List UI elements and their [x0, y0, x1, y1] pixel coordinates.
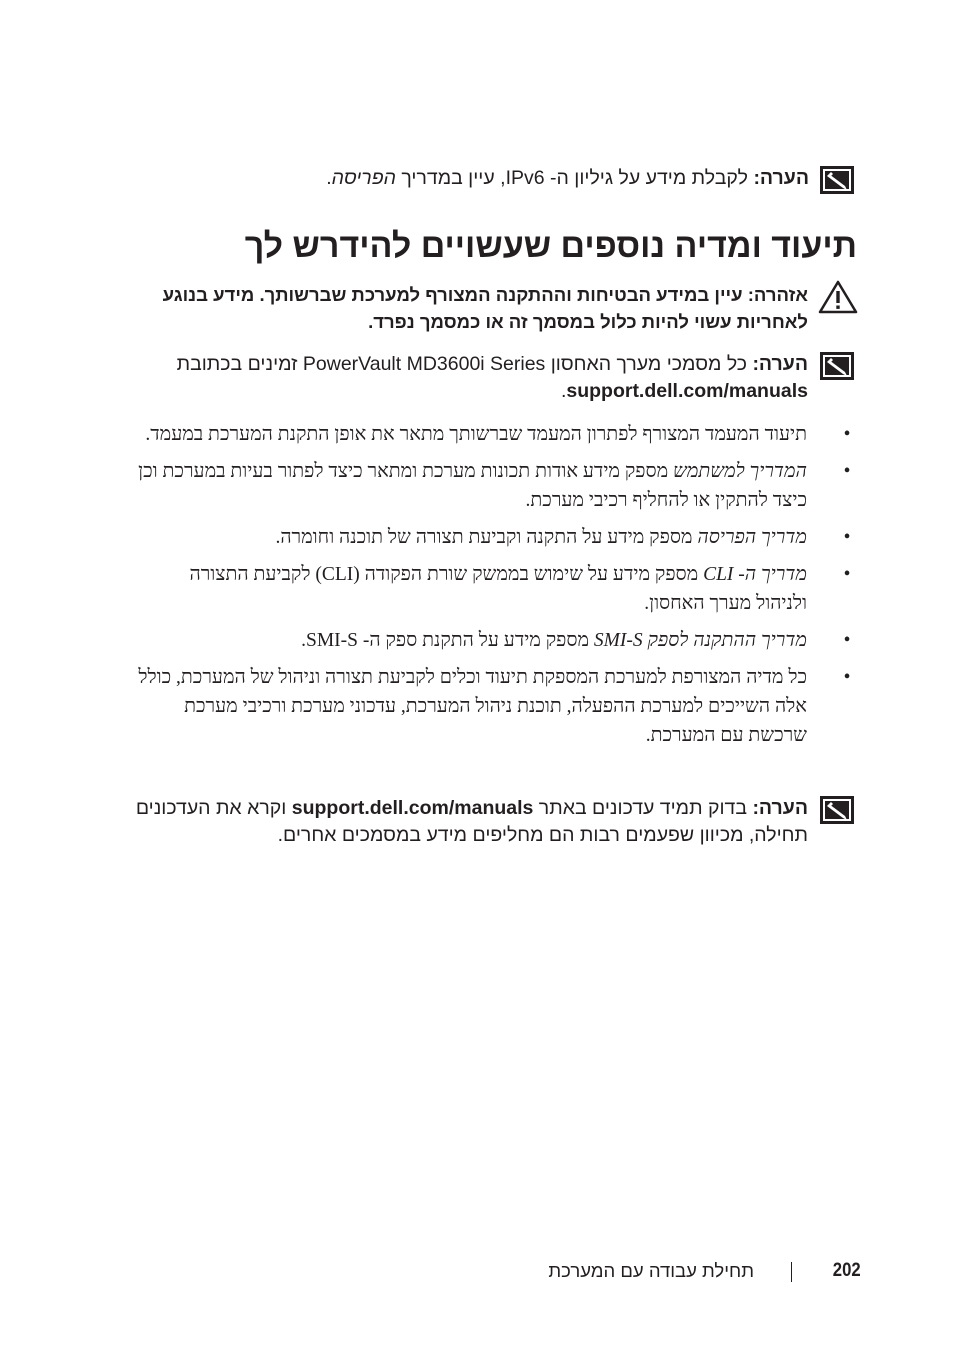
list-item-text: מספק מידע על שימוש בממשק שורת הפקודה (CLI) לקביעת התצורה ולניהול מערך האחסון. [189, 564, 807, 614]
list-item-text: כל מדיה המצורפת למערכת המספקת תיעוד וכלים לקביעת תצורה וניהול של המערכת, כולל אלה השייכים למערכת ההפעלה, תוכנת ניהול המערכת, עדכוני מערכת ורכיבי מערכת שרכשת עם המערכת. [138, 667, 807, 746]
list-item-text: מספק מידע על התקנת ספק ה- SMI-S. [301, 630, 594, 651]
list-item [137, 523, 857, 552]
note-documentation [148, 351, 808, 405]
note-end: . [326, 167, 332, 189]
list-item [137, 420, 857, 449]
list-item-text: תיעוד המעמד המצורף לפתרון המעמד שברשותך מתאר את אופן התקנת המערכת במעמד. [145, 424, 807, 445]
note-text: בדוק תמיד עדכונים באתר [533, 797, 748, 819]
note-pencil-icon [820, 352, 854, 380]
footer-divider [791, 1262, 792, 1282]
warning-label: אזהרה: [747, 284, 808, 305]
list-item-title: מדריך הפריסה [697, 527, 807, 548]
bullet-dot: • [843, 667, 851, 688]
list-item-text: מספק מידע על התקנה וקביעת תצורה של תוכנה וחומרה. [275, 527, 698, 548]
note-pencil-icon [820, 796, 854, 824]
note-end: . [560, 380, 567, 402]
support-link[interactable]: support.dell.com/manuals [291, 797, 534, 819]
note-italic-ref: הפריסה [331, 167, 396, 189]
documentation-list [137, 420, 857, 758]
bullet-dot: • [843, 630, 851, 651]
list-item [137, 560, 857, 618]
support-link[interactable]: support.dell.com/manuals [566, 380, 808, 402]
note-label: הערה: [753, 167, 809, 189]
note-label: הערה: [752, 353, 808, 375]
page-number: 202 [833, 1260, 861, 1281]
note-text: כל מסמכי מערך האחסון PowerVault MD3600i Series זמינים בכתובת [176, 353, 748, 375]
warning-triangle-icon [818, 280, 858, 314]
list-item-title: מדריך ה- CLI [703, 564, 807, 585]
bullet-dot: • [843, 424, 851, 445]
note-pencil-icon [820, 166, 854, 194]
list-item-title: מדריך ההתקנה לספק SMI-S [593, 630, 807, 651]
bullet-dot: • [843, 564, 851, 585]
bullet-dot: • [843, 527, 851, 548]
note-label: הערה: [752, 797, 808, 819]
note-text-continued: וקרא את העדכונים תחילה, מכיוון שפעמים רבות הם מחליפים מידע במסמכים אחרים. [135, 797, 808, 846]
list-item [137, 626, 857, 655]
warning-block [128, 281, 808, 335]
bullet-dot: • [843, 461, 851, 482]
list-item [137, 457, 857, 515]
page-title: תיעוד ומדיה נוספים שעשויים להידרש לך [244, 227, 857, 265]
note-updates [128, 795, 808, 849]
note-ipv6 [109, 165, 809, 192]
note-text: לקבלת מידע על גיליון ה- IPv6, עיין במדריך [395, 167, 749, 189]
warning-text: עיין במידע הבטיחות וההתקנה המצורף למערכת שברשותך. מידע בנוגע לאחריות עשוי להיות כלול במסמך זה או כמסמך נפרד. [162, 284, 808, 332]
list-item-text: מספק מידע אודות תכונות מערכת ומתאר כיצד לפתור בעיות במערכת וכן כיצד להתקין או להחליף רכיבי מערכת. [138, 461, 807, 511]
list-item [137, 663, 857, 750]
footer-chapter-title: תחילת עבודה עם המערכת [548, 1260, 754, 1281]
list-item-title: המדריך למשתמש [673, 461, 807, 482]
